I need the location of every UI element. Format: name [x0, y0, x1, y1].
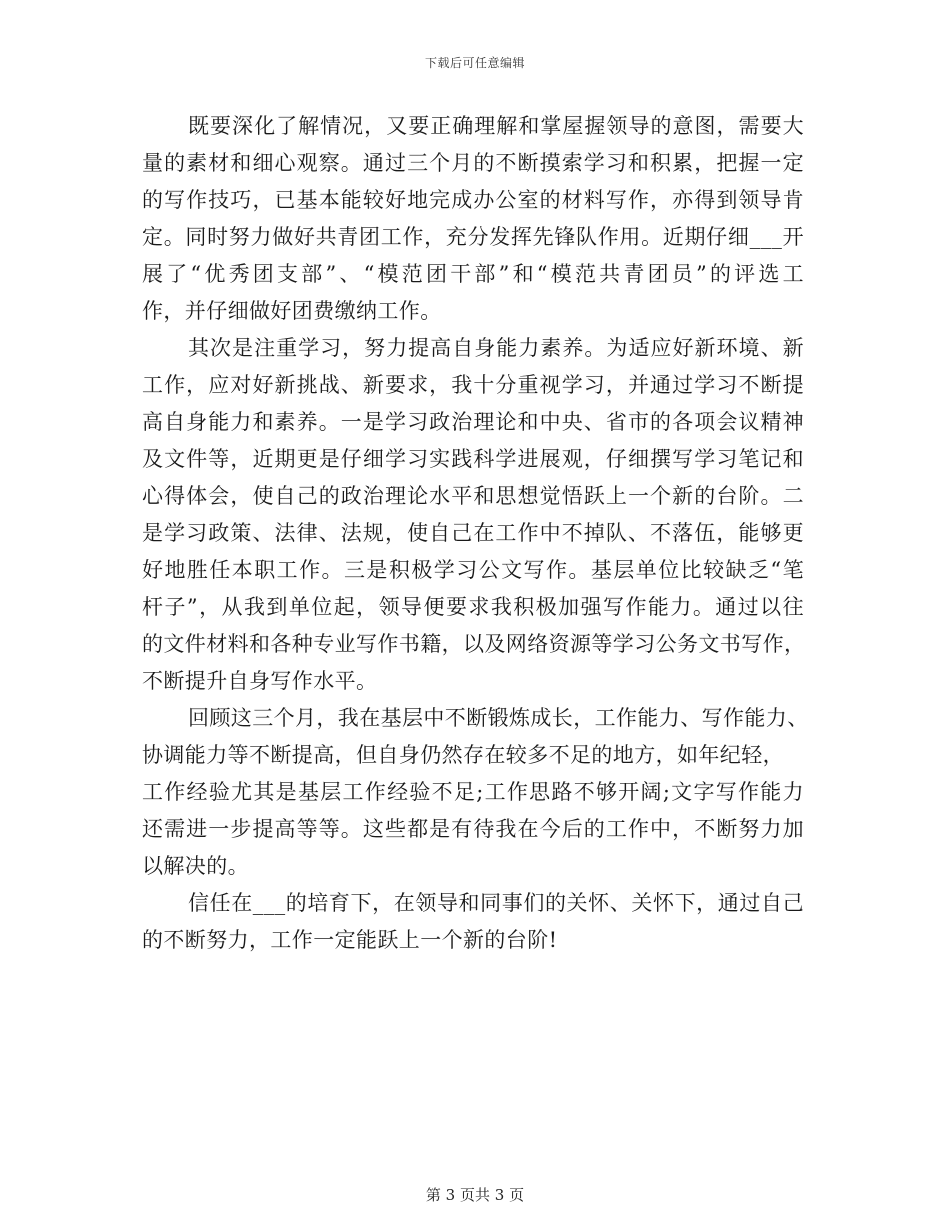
paragraph — [142, 700, 809, 885]
page-header: 下载后可任意编辑 — [424, 56, 525, 70]
text-line: 既要深化了解情况，又要正确理解和掌屋握领导的意图，需要大 — [188, 114, 804, 138]
text-line: 信任在___的培育下，在领导和同事们的关怀、关怀下，通过自己 — [188, 891, 804, 915]
text-line: 定。同时努力做好共青团工作，充分发挥先锋队作用。近期仔细___开 — [142, 225, 804, 249]
text-line: 的不断努力，工作一定能跃上一个新的台阶! — [142, 928, 558, 952]
text-line: 回顾这三个月，我在基层中不断锻炼成长，工作能力、写作能力、 — [188, 706, 809, 730]
text-line: 心得体会，使自己的政治理论水平和思想觉悟跃上一个新的台阶。二 — [142, 484, 804, 508]
text-line: 好地胜任本职工作。三是积极学习公文写作。基层单位比较缺乏“笔 — [142, 558, 804, 582]
text-line: 量的素材和细心观察。通过三个月的不断摸索学习和积累，把握一定 — [142, 151, 804, 175]
page-footer: 第 3 页共 3 页 — [425, 1186, 525, 1204]
text-line: 工作经验尤其是基层工作经验不足;工作思路不够开阔;文字写作能力 — [142, 780, 804, 804]
text-line: 的文件材料和各种专业写作书籍，以及网络资源等学习公务文书写作， — [142, 632, 806, 656]
text-line: 的写作技巧，已基本能较好地完成办公室的材料写作，亦得到领导肯 — [142, 188, 804, 212]
document-body — [142, 108, 809, 959]
text-line: 作，并仔细做好团费缴纳工作。 — [142, 299, 442, 323]
text-line: 以解决的。 — [142, 854, 249, 878]
text-line: 高自身能力和素养。一是学习政治理论和中央、省市的各项会议精神 — [142, 410, 804, 434]
text-line: 是学习政策、法律、法规，使自己在工作中不掉队、不落伍，能够更 — [142, 521, 804, 545]
text-line: 协调能力等不断提高，但自身仍然存在较多不足的地方，如年纪轻， — [142, 743, 784, 767]
text-line: 工作，应对好新挑战、新要求，我十分重视学习，并通过学习不断提 — [142, 373, 804, 397]
text-line: 及文件等，近期更是仔细学习实践科学进展观，仔细撰写学习笔记和 — [142, 447, 804, 471]
text-line: 杆子”，从我到单位起，领导便要求我积极加强写作能力。通过以往 — [142, 595, 804, 619]
text-line: 还需进一步提高等等。这些都是有待我在今后的工作中，不断努力加 — [142, 817, 804, 841]
paragraph — [142, 330, 804, 700]
text-line: 展了“优秀团支部”、“模范团干部”和“模范共青团员”的评选工 — [142, 262, 804, 286]
paragraph — [142, 885, 804, 959]
paragraph — [142, 108, 804, 330]
text-line: 不断提升自身写作水平。 — [142, 669, 378, 693]
text-line: 其次是注重学习，努力提高自身能力素养。为适应好新环境、新 — [188, 336, 804, 360]
